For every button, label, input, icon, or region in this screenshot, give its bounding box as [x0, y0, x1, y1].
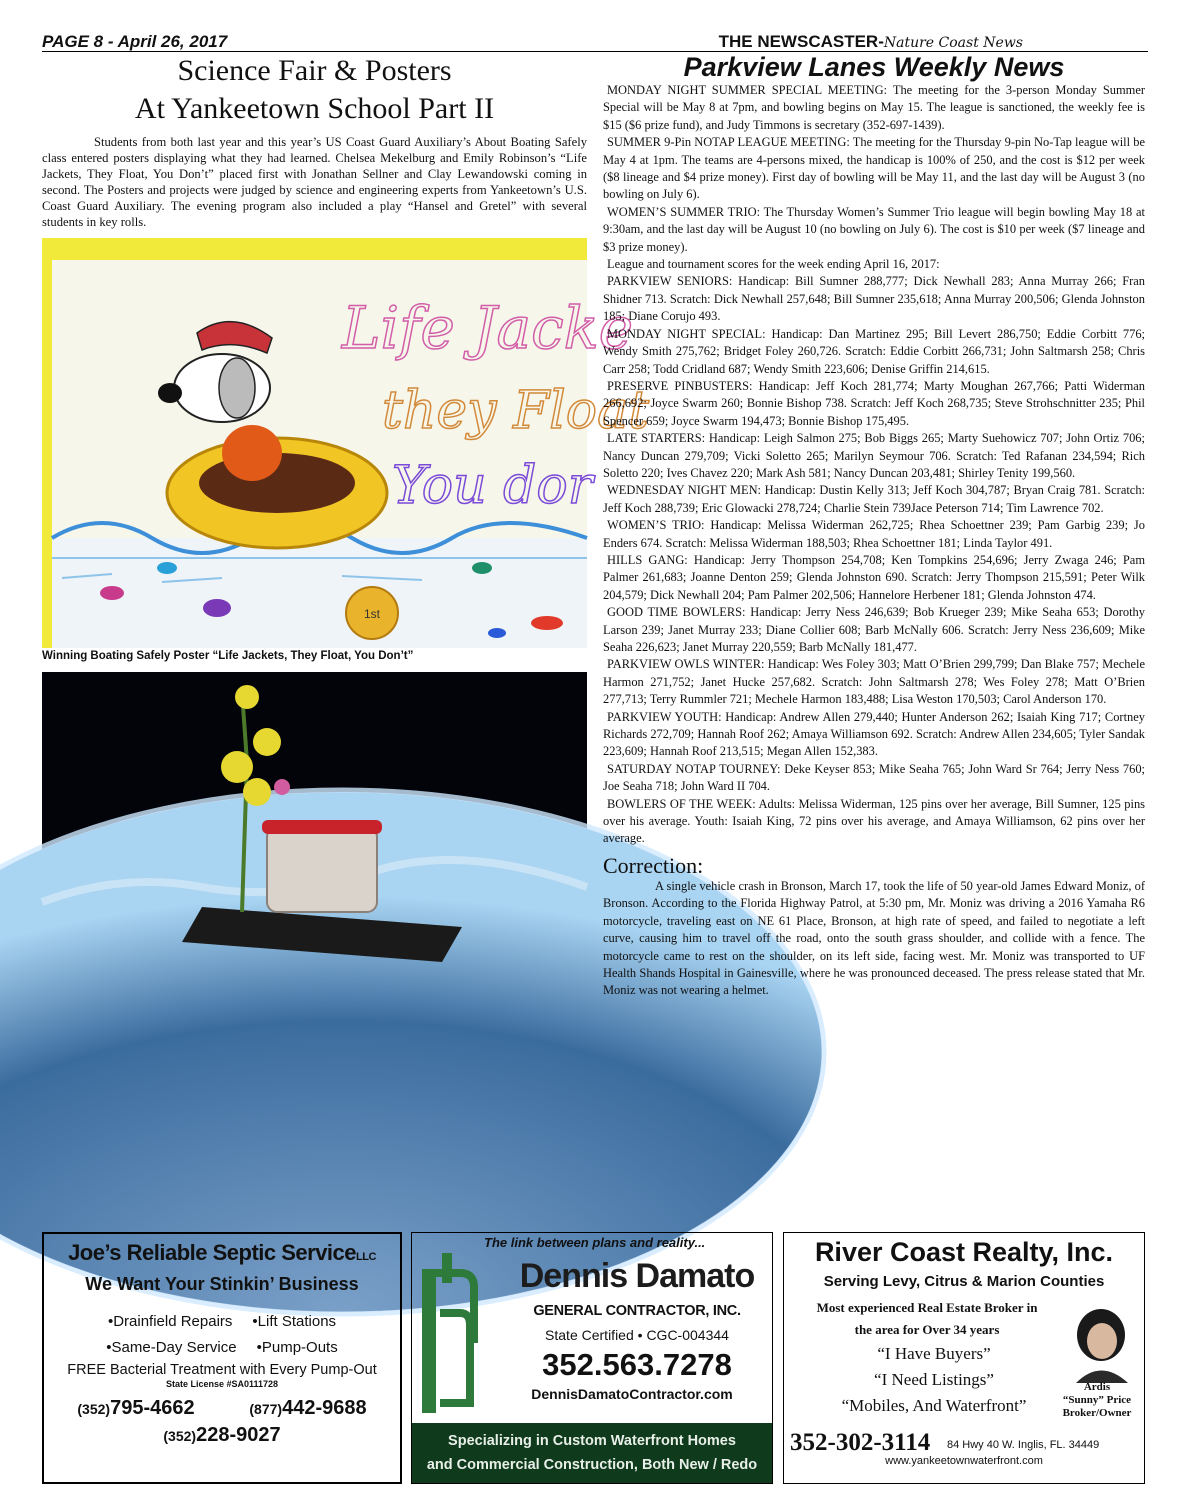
joe-ad-tagline: We Want Your Stinkin’ Business — [85, 1274, 359, 1294]
bowling-paragraph: PARKVIEW YOUTH: Handicap: Andrew Allen 279,440; Hunter Anderson 262; Isaiah King 717; Cortney Richards 272,709; Hannah Roof 262; Amaya Williamson 692. Scratch: Andrew Allen 234,605; Tyler Sandak 223,609; Hannah Roof 213,515; Megan Allen 152,383. — [603, 709, 1145, 759]
rc-experience-2: the area for Over 34 years — [854, 1322, 1000, 1337]
joe-ad-license: State License #SA0111728 — [165, 1379, 279, 1389]
bowling-paragraph: GOOD TIME BOWLERS: Handicap: Jerry Ness 246,639; Bob Krueger 239; Mike Seaha 653; Dorothy Larson 239; Janet Murray 233; Diane Collier 608; Barb McNally 606. Scratch: Jerry Ness 236,609; Mike Seaha 226,623; Janet Murray 220,559; Barb McNally 181,477. — [603, 605, 1145, 654]
bowling-paragraph: PARKVIEW SENIORS: Handicap: Bill Sumner 288,777; Dick Newhall 283; Anna Murray 266; Fran Shidner 713. Scratch: Dick Newhall 257,648; Bill Sumner 235,618; Anna Murray 200,506; Glenda Johnston 185; Diane Corujo 493. — [603, 274, 1145, 324]
rc-phone: 352-302-3114 — [790, 1429, 931, 1456]
space-photo — [42, 672, 587, 977]
bowling-paragraph: League and tournament scores for the week ending April 16, 2017: — [607, 257, 940, 272]
space-image — [42, 672, 587, 977]
bowling-paragraph: WOMEN’S SUMMER TRIO: The Thursday Women’s Summer Trio league will begin bowling May 18 at 9:30am, and the last day will be August 10 (no bowling on July 6). The cost is $10 per week ($7 lineage and $3 prize money). — [603, 204, 1145, 254]
poster-image — [42, 238, 649, 648]
joe-ad-title-text: Joe’s Reliable Septic Service — [68, 1240, 357, 1265]
joe-phone-area-code: (877) — [249, 1401, 283, 1417]
joe-phone-area-code: (352) — [163, 1428, 197, 1444]
joe-service: •Same-Day Service — [106, 1339, 237, 1356]
rc-quote: “Mobiles, And Waterfront” — [841, 1396, 1027, 1415]
rc-experience — [792, 1297, 1062, 1341]
joe-service: •Drainfield Repairs — [107, 1313, 233, 1330]
science-body: Students from both last year and this year’s US Coast Guard Auxiliary’s About Boating Safely class entered posters displaying what they had learned. Chelsea Mekelburg and Emily Robinson’s “Life Jackets, They Float, You Don’t” placed first with Jonathan Sellner and Clay Lewandowski coming in second. The Posters and projects were judged by science and engineering experts from Yankeetown’s U.S. Coast Guard Auxiliary. The evening program also included a play “Hansel and Gretel” with several students in key rolls. — [42, 135, 587, 229]
correction-title: Correction: — [603, 852, 704, 878]
rc-experience-1: Most experienced Real Estate Broker in — [816, 1300, 1038, 1315]
dd-logo-icon — [420, 1253, 476, 1418]
dd-specialty-1: Specializing in Custom Waterfront Homes — [448, 1433, 736, 1449]
paper-name — [719, 32, 1023, 52]
dd-specialty-band — [412, 1423, 772, 1483]
joes-septic-ad — [42, 1232, 402, 1484]
dd-tagline: The link between plans and reality... — [484, 1235, 706, 1250]
bowling-paragraph: PARKVIEW OWLS WINTER: Handicap: Wes Foley 303; Matt O’Brien 299,799; Dan Blake 757; Mechele Harmon 271,752; Janet Hucke 257,682. Scratch: John Saltmarsh 278; Wes Foley 278; Matt O’Brien 277,713; Terry Rummler 721; Mechele Harmon 183,488; Lisa Weston 170,503; Carol Anderson 170. — [603, 657, 1145, 707]
dd-website: DennisDamatoContractor.com — [531, 1386, 733, 1402]
rc-website: www.yankeetownwaterfront.com — [885, 1455, 1043, 1467]
bowling-paragraph: SUMMER 9-Pin NOTAP LEAGUE MEETING: The meeting for the Thursday 9-pin No-Tap league will be May 4 at 1pm. The teams are 4-persons mixed, the handicap is 100% of 250, and the cost is $12 per week ($8 lineage and $4 prize money). First day of bowling will be May 11, and the last day will be August 3 (no bowling on July 6). — [603, 135, 1145, 202]
paper-name-main: THE NEWSCASTER- — [718, 32, 884, 51]
rc-title: River Coast Realty, Inc. — [814, 1237, 1114, 1267]
joe-service: •Pump-Outs — [256, 1339, 338, 1356]
bowling-paragraph: LATE STARTERS: Handicap: Leigh Salmon 275; Bob Biggs 265; Marty Suehowicz 707; John Ortiz 706; Nancy Duncan 279,709; Vicki Soletto 265; Marilyn Seymour 706. Scratch: Ted Rafanan 234,594; Rich Soletto 220; Ives Chavez 220; Mark Ash 581; Nancy Duncan 203,481; Shirley Tenity 199,560. — [603, 431, 1145, 480]
poster-text-life-jackets: Life Jacke — [342, 294, 634, 362]
page-header — [42, 30, 1148, 52]
dd-company: GENERAL CONTRACTOR, INC. — [533, 1303, 741, 1319]
rc-broker-name-1: Ardis — [1083, 1381, 1111, 1393]
joe-phone: 442-9688 — [282, 1397, 367, 1419]
dd-phone: 352.563.7278 — [542, 1347, 732, 1382]
joe-phone: 795-4662 — [110, 1397, 195, 1419]
dennis-damato-ad — [411, 1232, 773, 1484]
science-headline-1: Science Fair & Posters — [177, 54, 452, 87]
joe-ad-free-offer: FREE Bacterial Treatment with Every Pump-Out — [67, 1362, 377, 1378]
rc-broker — [1052, 1381, 1142, 1420]
broker-photo — [1066, 1303, 1136, 1383]
dd-specialty-2: and Commercial Construction, Both New / Redo — [426, 1457, 758, 1473]
river-coast-realty-ad — [783, 1232, 1145, 1484]
bowling-paragraph: MONDAY NIGHT SUMMER SPECIAL MEETING: The meeting for the 3-person Monday Summer Special will be May 8 at 7pm, and bowling begins on May 15. The league is sanctioned, the weekly fee is $15 ($6 prize fund), and Judy Timmons is secretary (352-697-1439). — [603, 83, 1145, 132]
rc-broker-title: Broker/Owner — [1062, 1407, 1132, 1419]
joe-ad-phones — [50, 1395, 394, 1449]
poster-drawing — [42, 238, 649, 648]
bowling-article — [603, 52, 1145, 1000]
dd-certification: State Certified • CGC-004344 — [545, 1327, 729, 1343]
rc-address: 84 Hwy 40 W. Inglis, FL. 34449 — [947, 1439, 1100, 1451]
joe-service: •Lift Stations — [252, 1313, 337, 1330]
poster-text-you-dont: You dor — [392, 456, 593, 516]
science-headline-2: At Yankeetown School Part II — [134, 92, 495, 125]
rc-serving: Serving Levy, Citrus & Marion Counties — [823, 1273, 1105, 1290]
poster-text-they-float: they Float — [382, 381, 649, 441]
poster-ribbon-text: 1st — [364, 607, 381, 621]
joe-ad-title — [50, 1240, 394, 1266]
joe-ad-llc: LLC — [356, 1251, 376, 1263]
dd-name: Dennis Damato — [519, 1257, 755, 1295]
rc-quote: “I Need Listings” — [874, 1370, 994, 1389]
joe-phone: 228-9027 — [196, 1424, 281, 1446]
bowling-body — [603, 82, 1145, 848]
rc-quote: “I Have Buyers” — [877, 1344, 991, 1363]
paper-name-sub: Nature Coast News — [883, 35, 1023, 51]
bowling-paragraph: PRESERVE PINBUSTERS: Handicap: Jeff Koch 281,774; Marty Moughan 267,766; Patti Widerman 266,692; Joyce Swarm 260; Bonnie Bishop 738. Scratch: Jeff Koch 268,735; Steve Strohschnitter 235; Phil Spencer 659; Joyce Swarm 194,473; Bonnie Bishop 175,495. — [603, 378, 1145, 428]
bowling-paragraph: BOWLERS OF THE WEEK: Adults: Melissa Widerman, 125 pins over her average, Bill Sumner, 125 pins over his average. Youth: Isaiah King, 72 pins over his average, and Amaya Williamson, 62 pins over her average. — [603, 796, 1145, 846]
poster-caption: Winning Boating Safely Poster “Life Jackets, They Float, You Don’t” — [42, 650, 414, 662]
page-label: PAGE 8 - April 26, 2017 — [42, 32, 228, 51]
rc-quotes — [804, 1341, 1064, 1419]
bowling-paragraph: WOMEN’S TRIO: Handicap: Melissa Widerman 262,725; Rhea Schoettner 239; Pam Garbig 239; Jo Enders 674. Scratch: Melissa Widerman 188,503; Rhea Schoettner 181; Linda Taylor 491. — [603, 518, 1145, 550]
bowling-title: Parkview Lanes Weekly News — [683, 52, 1065, 82]
joe-ad-services — [50, 1309, 394, 1361]
rc-broker-name-2: “Sunny” Price — [1062, 1394, 1132, 1406]
bowling-paragraph: HILLS GANG: Handicap: Jerry Thompson 254,708; Ken Tompkins 254,696; Jerry Zwaga 246; Pam Palmer 261,683; Joanne Denton 259; Glenda Johnston 690. Scratch: Jerry Thompson 215,591; Peter Wilk 204,579; Dick Newhall 204; Pam Palmer 202,506; Hannelore Herbener 181; Glenda Johnston 474. — [603, 552, 1145, 602]
science-article — [42, 52, 649, 1212]
bowling-paragraph: SATURDAY NOTAP TOURNEY: Deke Keyser 853; Mike Seaha 765; John Ward Sr 764; Jerry Ness 760; Joe Seaha 718; John Ward II 704. — [603, 761, 1145, 794]
correction-body: A single vehicle crash in Bronson, March 17, took the life of 50 year-old James Edward Moniz, of Bronson. According to the Florida Highway Patrol, at 5:30 pm, Mr. Moniz was driving a 2016 Yamaha R6 motorcycle, traveling east on NE 61 Place, Bronson, at high rate of speed, and failed to negotiate a left curve, causing him to travel off the road, onto the south grass shoulder, and collide with a fence. The motorcycle came to rest on the shoulder, on its left side, facing west. Mr. Moniz was transported to UF Health Shands Hospital in Gainesville, where he was pronounced deceased. The press release stated that Mr. Moniz was not wearing a helmet. — [603, 878, 1145, 998]
joe-phone-area-code: (352) — [77, 1401, 111, 1417]
bowling-paragraph: MONDAY NIGHT SPECIAL: Handicap: Dan Martinez 295; Bill Levert 286,750; Eddie Corbitt 776; Wendy Smith 275,762; Bridget Foley 260,726. Scratch: Eddie Corbitt 266,731; John Saltmarsh 258; Chris Carr 258; Todd Cridland 687; Wendy Smith 223,606; Denise Griffin 214,615. — [603, 326, 1145, 376]
bowling-paragraph: WEDNESDAY NIGHT MEN: Handicap: Dustin Kelly 313; Jeff Koch 304,787; Bryan Craig 781. Scratch: Jeff Koch 288,739; Eric Glowacki 278,724; Charlie Stein 739Jace Peterson 714; Tim Lawrence 702. — [603, 483, 1145, 515]
